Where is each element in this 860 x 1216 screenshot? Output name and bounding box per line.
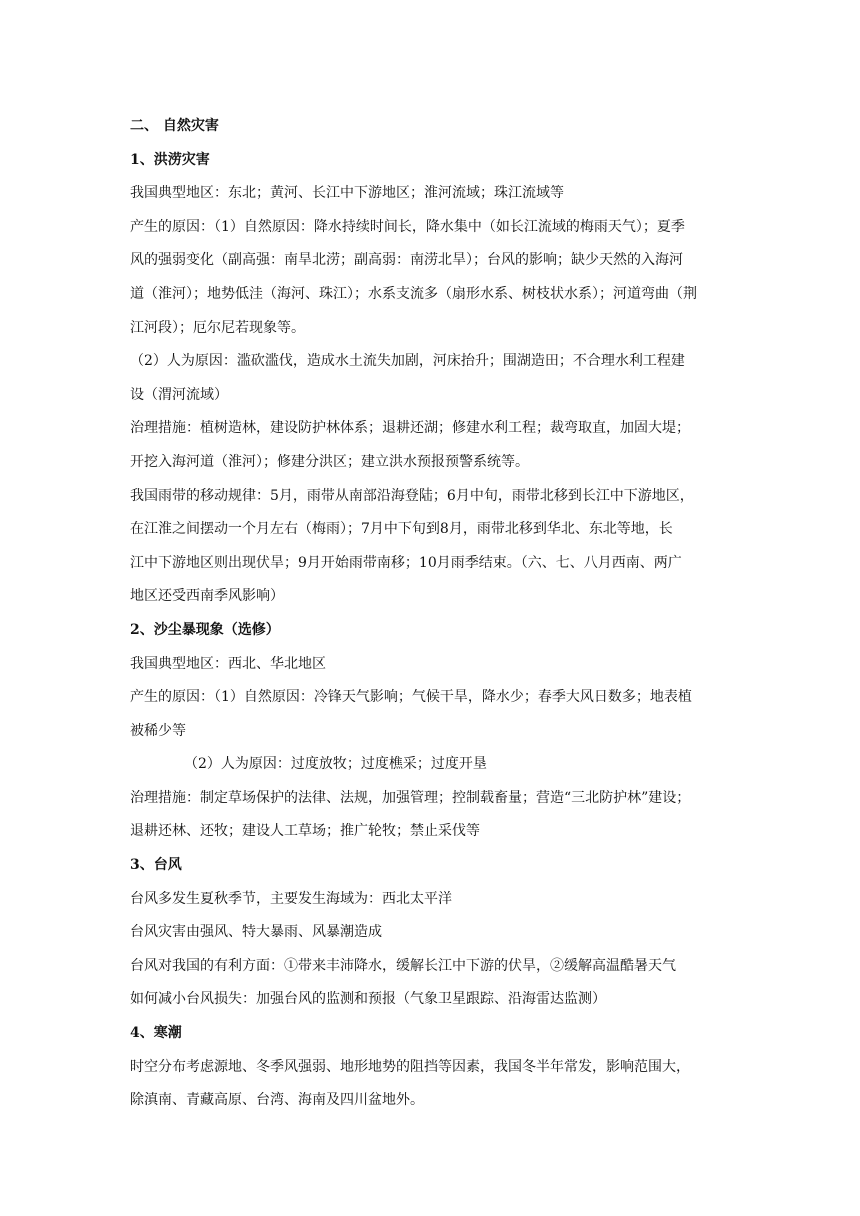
paragraph-line: 道（淮河）；地势低洼（海河、珠江）；水系支流多（扇形水系、树枝状水系）；河道弯曲（荆 bbox=[130, 285, 697, 302]
document-page bbox=[130, 110, 730, 1118]
paragraph-line: 我国典型地区：西北、华北地区 bbox=[130, 655, 326, 672]
paragraph-line: 台风对我国的有利方面：①带来丰沛降水，缓解长江中下游的伏旱，②缓解高温酷暑天气 bbox=[130, 957, 676, 974]
paragraph-line: （2）人为原因：过度放牧；过度樵采；过度开垦 bbox=[184, 756, 487, 773]
subsection-title-sandstorm: 2、沙尘暴现象（选修） bbox=[130, 621, 280, 638]
paragraph-line: （2）人为原因：滥砍滥伐，造成水土流失加剧，河床抬升；围湖造田；不合理水利工程建 bbox=[130, 353, 685, 370]
paragraph-line: 我国雨带的移动规律：5月，雨带从南部沿海登陆；6月中旬，雨带北移到长江中下游地区， bbox=[130, 487, 694, 504]
paragraph-line: 退耕还林、还牧；建设人工草场；推广轮牧；禁止采伐等 bbox=[130, 823, 480, 840]
paragraph-line: 江河段）；厄尔尼若现象等。 bbox=[130, 319, 305, 336]
paragraph-line: 台风灾害由强风、特大暴雨、风暴潮造成 bbox=[130, 924, 382, 941]
paragraph-line: 设（渭河流域） bbox=[130, 386, 228, 403]
paragraph-line: 治理措施：植树造林，建设防护林体系；退耕还湖；修建水利工程；裁弯取直，加固大堤； bbox=[130, 420, 690, 437]
subsection-title-flood: 1、洪涝灾害 bbox=[130, 151, 210, 168]
paragraph-line: 台风多发生夏秋季节，主要发生海域为：西北太平洋 bbox=[130, 890, 452, 907]
paragraph-line: 江中下游地区则出现伏旱；9月开始雨带南移；10月雨季结束。（六、七、八月西南、两广 bbox=[130, 554, 682, 571]
subsection-title-cold-wave: 4、寒潮 bbox=[130, 1025, 182, 1042]
paragraph-line: 被稀少等 bbox=[130, 722, 186, 739]
paragraph-line: 风的强弱变化（副高强：南旱北涝；副高弱：南涝北旱）；台风的影响；缺少天然的入海河 bbox=[130, 252, 683, 269]
subsection-title-typhoon: 3、台风 bbox=[130, 857, 182, 874]
paragraph-line: 时空分布考虑源地、冬季风强弱、地形地势的阻挡等因素，我国冬半年常发，影响范围大， bbox=[130, 1058, 690, 1075]
paragraph-line: 治理措施：制定草场保护的法律、法规，加强管理；控制载畜量；营造“三北防护林”建设； bbox=[130, 789, 691, 806]
paragraph-line: 除滇南、青藏高原、台湾、海南及四川盆地外。 bbox=[130, 1092, 424, 1109]
paragraph-line: 我国典型地区：东北；黄河、长江中下游地区；淮河流域；珠江流域等 bbox=[130, 185, 564, 202]
paragraph-line: 开挖入海河道（淮河）；修建分洪区；建立洪水预报预警系统等。 bbox=[130, 453, 529, 470]
paragraph-line: 产生的原因：（1）自然原因：冷锋天气影响；气候干旱，降水少；春季大风日数多；地表植 bbox=[130, 689, 692, 706]
paragraph-line: 如何减小台风损失：加强台风的监测和预报（气象卫星跟踪、沿海雷达监测） bbox=[130, 991, 606, 1008]
paragraph-line: 产生的原因：（1）自然原因：降水持续时间长，降水集中（如长江流域的梅雨天气）；夏季 bbox=[130, 218, 685, 235]
paragraph-line: 地区还受西南季风影响） bbox=[130, 588, 284, 605]
paragraph-line: 在江淮之间摆动一个月左右（梅雨）；7月中下旬到8月，雨带北移到华北、东北等地，长 bbox=[130, 521, 673, 538]
section-heading: 二、 自然灾害 bbox=[130, 118, 219, 134]
